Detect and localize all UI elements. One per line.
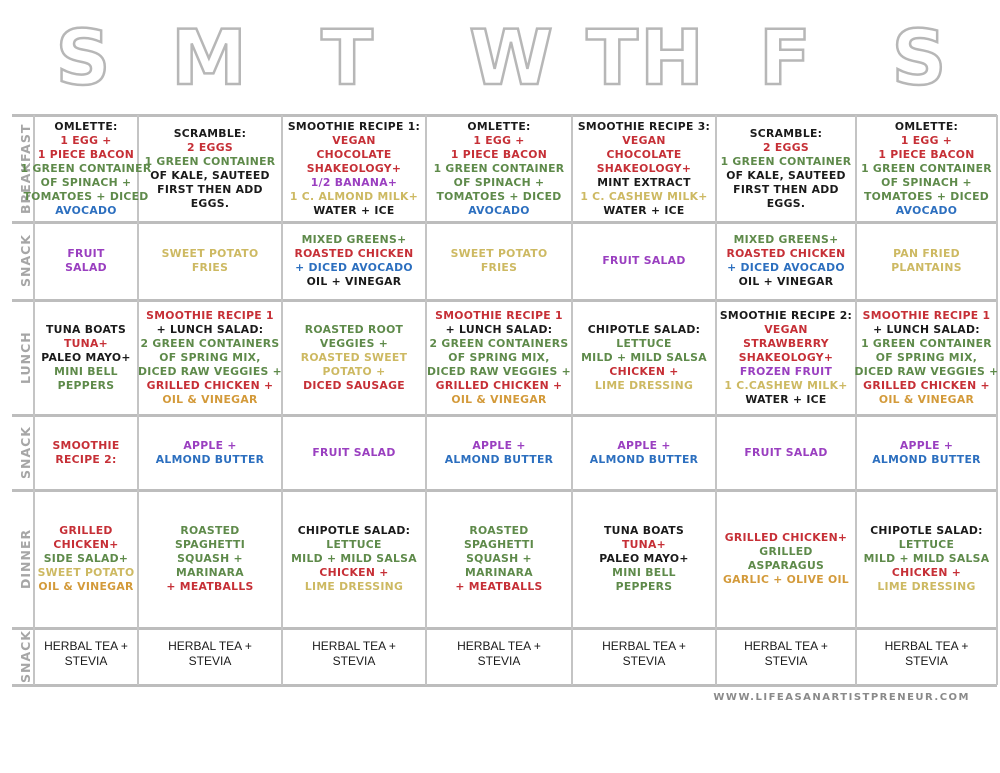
meal-line: LETTUCE — [898, 538, 955, 551]
meal-line: SMOOTHIE RECIPE 3: — [577, 119, 711, 133]
meal-line: SHAKEOLOGY+ — [596, 161, 692, 175]
meal-line: OF SPRING MIX, — [448, 350, 550, 364]
meal-line: EGGS. — [190, 196, 230, 210]
meal-line: SWEET POTATO — [37, 566, 135, 579]
meal-line: MILD + MILD SALSA — [291, 552, 417, 565]
meal-line: MILD + MILD SALSA — [863, 552, 990, 565]
meal-line: FROZEN FRUIT — [739, 364, 833, 378]
meal-line: 1 PIECE BACON — [37, 147, 135, 161]
meal-line: MINT EXTRACT — [597, 175, 691, 189]
day-letter: TH — [586, 13, 706, 102]
meal-line: STRAWBERRY — [743, 336, 829, 350]
row-label-lunch: LUNCH — [18, 331, 33, 384]
meal-line: 1/2 BANANA+ — [310, 175, 398, 189]
meal-line: ALMOND BUTTER — [155, 452, 265, 466]
meal-line: SCRAMBLE: — [173, 126, 247, 140]
meal-line: MARINARA — [465, 566, 533, 579]
meal-line: STEVIA — [64, 653, 108, 668]
meal-line: HERBAL TEA + — [44, 639, 128, 653]
meal-line: RECIPE 2: — [55, 452, 117, 466]
meal-line: STEVIA — [332, 653, 376, 668]
meal-line: GRILLED CHICKEN + — [435, 378, 563, 392]
meal-line: OMLETTE: — [467, 119, 531, 133]
day-letter: T — [321, 13, 375, 102]
row-label-snack: SNACK — [18, 234, 33, 288]
meal-cell — [856, 302, 997, 413]
meal-line: 1 EGG + — [60, 133, 112, 147]
meal-line: GRILLED — [759, 545, 813, 558]
meal-cell — [34, 417, 138, 488]
meal-cell — [282, 302, 426, 413]
meal-line: TUNA BOATS — [45, 322, 127, 336]
meal-line: SMOOTHIE RECIPE 1 — [146, 308, 274, 322]
meal-line: 1 C. ALMOND MILK+ — [289, 189, 419, 203]
meal-line: LIME DRESSING — [304, 580, 404, 593]
meal-line: GRILLED CHICKEN+ — [724, 531, 848, 544]
meal-line: DICED RAW VEGGIES + — [427, 364, 571, 378]
meal-line: PEPPERS — [57, 378, 115, 392]
meal-line: 1 GREEN CONTAINER — [20, 161, 152, 175]
meal-line: CHICKEN + — [609, 364, 679, 378]
meal-cell — [716, 302, 856, 413]
meal-line: OF SPRING MIX, — [159, 350, 261, 364]
meal-line: HERBAL TEA + — [602, 639, 686, 653]
meal-line: VEGAN — [332, 133, 376, 147]
meal-cell — [426, 117, 572, 220]
meal-line: HERBAL TEA + — [312, 639, 396, 653]
meal-line: AVOCADO — [55, 203, 117, 217]
meal-line: 1 GREEN CONTAINER — [861, 336, 992, 350]
meal-line: DICED RAW VEGGIES + — [854, 364, 999, 378]
meal-cell — [856, 224, 997, 298]
meal-cell — [426, 224, 572, 298]
meal-line: FRUIT SALAD — [602, 254, 686, 267]
meal-line: 1 GREEN CONTAINER — [720, 154, 852, 168]
meal-line: FRUIT SALAD — [744, 445, 828, 459]
meal-cell — [716, 417, 856, 488]
meal-line: SMOOTHIE RECIPE 2: — [719, 308, 853, 322]
day-letter: M — [171, 13, 249, 102]
meal-line: HERBAL TEA + — [744, 639, 828, 653]
meal-line: ROASTED SWEET — [300, 350, 408, 364]
day-letter: S — [891, 13, 949, 102]
meal-line: FRUIT SALAD — [312, 445, 396, 459]
row-label-snack: SNACK — [18, 426, 33, 479]
meal-line: OIL & VINEGAR — [38, 580, 134, 593]
meal-line: SHAKEOLOGY+ — [738, 350, 834, 364]
meal-line: CHOCOLATE — [606, 147, 682, 161]
meal-line: + LUNCH SALAD: — [873, 322, 980, 336]
meal-cell — [282, 630, 426, 683]
meal-line: SPAGHETTI — [463, 538, 535, 551]
meal-cell — [34, 224, 138, 298]
meal-line: FIRST THEN ADD — [157, 182, 263, 196]
meal-line: + LUNCH SALAD: — [156, 322, 264, 336]
meal-line: HERBAL TEA + — [457, 639, 541, 653]
meal-cell — [34, 302, 138, 413]
meal-line: SCRAMBLE: — [749, 126, 823, 140]
day-letter: F — [759, 13, 813, 102]
meal-line: CHICKEN+ — [53, 538, 119, 551]
meal-line: OIL & VINEGAR — [451, 392, 547, 406]
meal-cell — [426, 630, 572, 683]
meal-cell — [426, 492, 572, 626]
meal-line: 1 PIECE BACON — [878, 147, 975, 161]
meal-line: TOMATOES + DICED — [436, 189, 562, 203]
meal-line: CHOCOLATE — [316, 147, 392, 161]
meal-line: WATER + ICE — [745, 392, 827, 406]
meal-line: DICED RAW VEGGIES + — [138, 364, 282, 378]
meal-line: AVOCADO — [895, 203, 958, 217]
meal-line: SPAGHETTI — [174, 538, 246, 551]
meal-cell — [856, 492, 997, 626]
meal-line: APPLE + — [472, 438, 526, 452]
meal-line: OF SPINACH + — [453, 175, 545, 189]
meal-line: VEGAN — [622, 133, 666, 147]
meal-line: CHIPOTLE SALAD: — [870, 524, 983, 537]
meal-cell — [138, 302, 282, 413]
meal-cell — [716, 117, 856, 220]
meal-line: POTATO + — [322, 364, 386, 378]
day-letter: W — [469, 13, 555, 102]
meal-line: 1 EGG + — [473, 133, 525, 147]
meal-cell — [138, 630, 282, 683]
meal-cell — [282, 417, 426, 488]
meal-line: OF KALE, SAUTEED — [726, 168, 846, 182]
meal-line: CHICKEN + — [891, 566, 962, 579]
meal-line: OIL + VINEGAR — [738, 275, 834, 288]
meal-line: AVOCADO — [468, 203, 530, 217]
meal-line: MINI BELL — [612, 566, 676, 579]
meal-line: PALEO MAYO+ — [599, 552, 689, 565]
meal-line: OMLETTE: — [54, 119, 118, 133]
meal-cell — [572, 417, 716, 488]
meal-line: DICED SAUSAGE — [303, 378, 405, 392]
row-label-snack: SNACK — [18, 630, 33, 683]
meal-line: STEVIA — [905, 653, 948, 668]
meal-line: SMOOTHIE — [52, 438, 120, 452]
meal-cell — [572, 224, 716, 298]
meal-line: LETTUCE — [326, 538, 382, 551]
meal-line: FRIES — [480, 261, 518, 274]
meal-line: MIXED GREENS+ — [733, 233, 839, 246]
meal-cell — [572, 302, 716, 413]
meal-line: + LUNCH SALAD: — [445, 322, 553, 336]
meal-line: SMOOTHIE RECIPE 1 — [862, 308, 991, 322]
meal-line: APPLE + — [899, 438, 954, 452]
meal-line: PAN FRIED — [893, 247, 960, 260]
meal-line: ALMOND BUTTER — [589, 452, 699, 466]
meal-line: PLANTAINS — [891, 261, 962, 274]
meal-line: 1 C.CASHEW MILK+ — [724, 378, 848, 392]
meal-line: SWEET POTATO — [450, 247, 548, 260]
meal-line: 1 C. CASHEW MILK+ — [580, 189, 708, 203]
meal-line: GARLIC + OLIVE OIL — [723, 573, 849, 586]
meal-line: SWEET POTATO — [161, 247, 259, 260]
row-divider — [12, 684, 997, 687]
meal-cell — [426, 417, 572, 488]
meal-cell — [572, 630, 716, 683]
meal-line: APPLE + — [617, 438, 671, 452]
meal-cell — [138, 492, 282, 626]
meal-line: OF SPINACH + — [40, 175, 132, 189]
meal-line: TOMATOES + DICED — [863, 189, 990, 203]
meal-line: MILD + MILD SALSA — [581, 350, 707, 364]
meal-line: FIRST THEN ADD — [733, 182, 839, 196]
meal-line: LETTUCE — [616, 336, 672, 350]
meal-line: WATER + ICE — [313, 203, 395, 217]
meal-line: ROASTED — [180, 524, 240, 537]
row-label-breakfast: BREAKFAST — [18, 123, 33, 214]
meal-line: FRUIT — [67, 247, 105, 260]
meal-line: GRILLED — [59, 524, 113, 537]
meal-line: FRIES — [191, 261, 229, 274]
meal-cell — [138, 224, 282, 298]
meal-line: + DICED AVOCADO — [295, 261, 413, 274]
meal-line: SQUASH + — [466, 552, 532, 565]
meal-line: STEVIA — [622, 653, 666, 668]
meal-line: + DICED AVOCADO — [727, 261, 845, 274]
meal-line: PEPPERS — [615, 580, 673, 593]
meal-line: ASPARAGUS — [747, 559, 825, 572]
meal-line: OF SPRING MIX, — [875, 350, 978, 364]
meal-cell — [856, 630, 997, 683]
meal-cell — [34, 630, 138, 683]
meal-line: 1 GREEN CONTAINER — [861, 161, 992, 175]
meal-cell — [34, 492, 138, 626]
meal-line: VEGAN — [764, 322, 808, 336]
meal-line: EGGS. — [766, 196, 806, 210]
meal-cell — [716, 492, 856, 626]
meal-line: APPLE + — [183, 438, 237, 452]
meal-cell — [282, 492, 426, 626]
meal-line: SQUASH + — [177, 552, 243, 565]
meal-line: HERBAL TEA + — [168, 639, 252, 653]
meal-cell — [138, 417, 282, 488]
meal-line: 2 EGGS — [187, 140, 233, 154]
meal-line: STEVIA — [188, 653, 232, 668]
meal-line: OIL & VINEGAR — [162, 392, 258, 406]
meal-line: ROASTED CHICKEN — [294, 247, 414, 260]
meal-cell — [716, 224, 856, 298]
meal-line: OIL & VINEGAR — [878, 392, 975, 406]
meal-line: GRILLED CHICKEN + — [863, 378, 990, 392]
meal-line: 2 EGGS — [763, 140, 809, 154]
meal-cell — [282, 224, 426, 298]
meal-line: ROASTED CHICKEN — [726, 247, 846, 260]
meal-line: TUNA+ — [621, 538, 667, 551]
meal-cell — [282, 117, 426, 220]
meal-line: SMOOTHIE RECIPE 1: — [287, 119, 421, 133]
meal-cell — [856, 117, 997, 220]
meal-line: 1 EGG + — [900, 133, 953, 147]
meal-cell — [572, 492, 716, 626]
meal-line: ROASTED — [469, 524, 529, 537]
meal-line: TUNA+ — [63, 336, 109, 350]
website-footer: WWW.LIFEASANARTISTPRENEUR.COM — [713, 692, 970, 703]
meal-line: MARINARA — [176, 566, 244, 579]
meal-line: CHICKEN + — [319, 566, 389, 579]
meal-line: MINI BELL — [54, 364, 118, 378]
row-label-dinner: DINNER — [18, 528, 33, 590]
meal-line: STEVIA — [477, 653, 521, 668]
meal-line: + MEATBALLS — [166, 580, 254, 593]
meal-line: 1 PIECE BACON — [450, 147, 548, 161]
meal-line: 1 GREEN CONTAINER — [144, 154, 276, 168]
meal-line: SIDE SALAD+ — [43, 552, 129, 565]
meal-line: + MEATBALLS — [455, 580, 543, 593]
meal-line: OF SPINACH + — [881, 175, 972, 189]
meal-line: TOMATOES + DICED — [23, 189, 149, 203]
meal-line: ROASTED ROOT — [304, 322, 404, 336]
meal-line: WATER + ICE — [603, 203, 685, 217]
meal-line: MIXED GREENS+ — [301, 233, 407, 246]
meal-line: TUNA BOATS — [603, 524, 685, 537]
meal-line: LIME DRESSING — [877, 580, 976, 593]
meal-line: VEGGIES + — [319, 336, 389, 350]
meal-line: HERBAL TEA + — [884, 639, 969, 653]
meal-line: CHIPOTLE SALAD: — [587, 322, 701, 336]
meal-cell — [856, 417, 997, 488]
meal-cell — [138, 117, 282, 220]
meal-line: STEVIA — [764, 653, 808, 668]
meal-line: OMLETTE: — [894, 119, 959, 133]
meal-cell — [716, 630, 856, 683]
meal-line: OF KALE, SAUTEED — [150, 168, 270, 182]
day-letter: S — [55, 13, 113, 102]
meal-line: ALMOND BUTTER — [444, 452, 554, 466]
meal-cell — [572, 117, 716, 220]
meal-line: SMOOTHIE RECIPE 1 — [435, 308, 563, 322]
meal-line: ALMOND BUTTER — [872, 452, 981, 466]
meal-cell — [426, 302, 572, 413]
meal-line: SALAD — [65, 261, 107, 274]
meal-line: SHAKEOLOGY+ — [306, 161, 402, 175]
meal-line: 1 GREEN CONTAINER — [433, 161, 565, 175]
meal-line: 2 GREEN CONTAINERS — [429, 336, 569, 350]
meal-line: LIME DRESSING — [594, 378, 694, 392]
meal-line: PALEO MAYO+ — [41, 350, 131, 364]
meal-line: 2 GREEN CONTAINERS — [140, 336, 280, 350]
meal-line: CHIPOTLE SALAD: — [297, 524, 411, 537]
meal-line: OIL + VINEGAR — [306, 275, 402, 288]
meal-line: GRILLED CHICKEN + — [146, 378, 274, 392]
